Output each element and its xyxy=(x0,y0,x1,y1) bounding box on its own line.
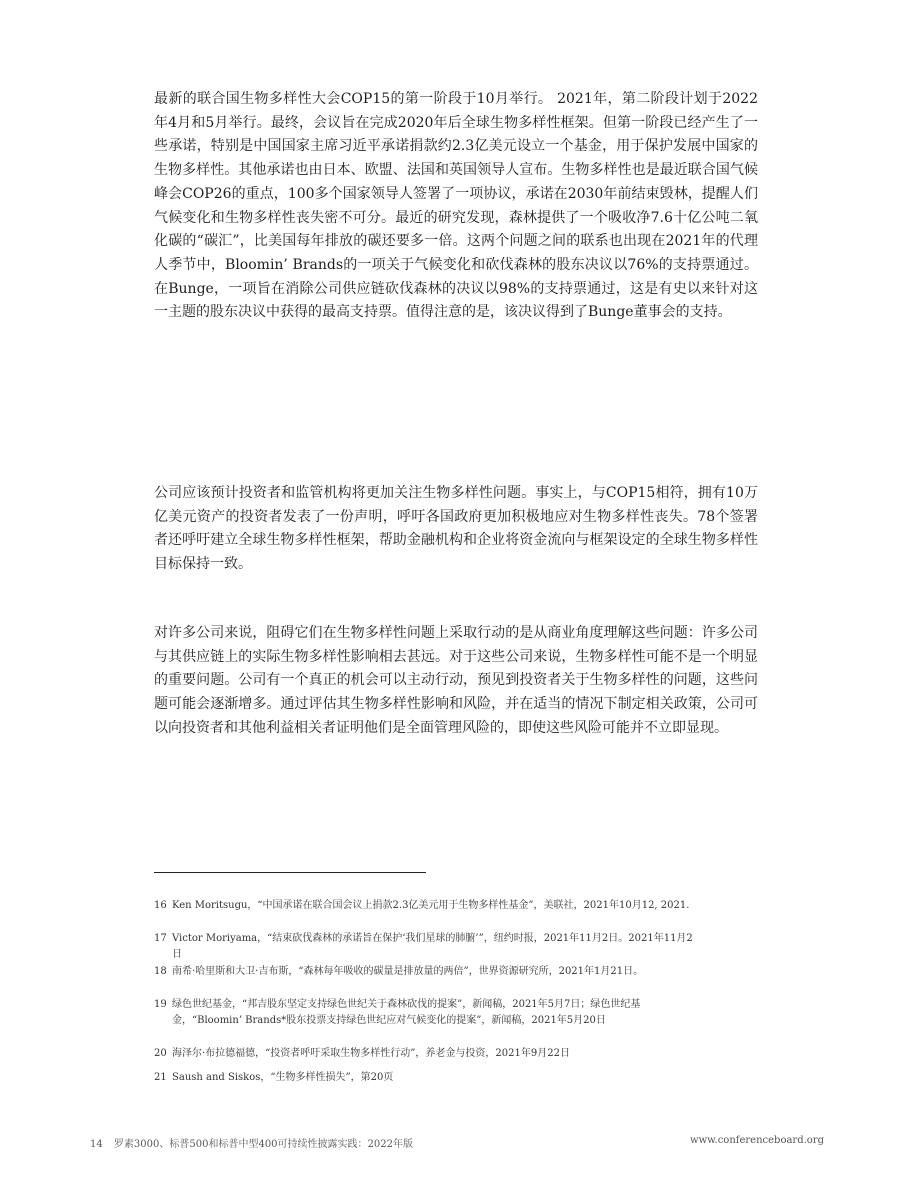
footnote-18 xyxy=(154,964,694,980)
footnote-text: Ken Moritsugu，“中国承诺在联合国会议上捐款2.3亿美元用于生物多样性基金”，美联社，2021年10月12, 2021. xyxy=(172,900,690,911)
body-paragraph-companies: 对许多公司来说，阻碍它们在生物多样性问题上采取行动的是从商业角度理解这些问题：许多公司与其供应链上的实际生物多样性影响相去甚远。对于这些公司来说，生物多样性可能不是一个明显的重要问题。公司有一个真正的机会可以主动行动，预见到投资者关于生物多样性的问题，这些问题可能会逐渐增多。通过评估其生物多样性影响和风险，并在适当的情况下制定相关政策，公司可以向投资者和其他利益相关者证明他们是全面管理风险的，即使这些风险可能并不立即显现。 xyxy=(154,625,758,736)
footnote-divider xyxy=(154,872,426,873)
footnote-number: 18 xyxy=(154,966,167,977)
footnote-17 xyxy=(154,931,694,963)
body-paragraph-investors: 公司应该预计投资者和监管机构将更加关注生物多样性问题。事实上，与COP15相符，拥有10万亿美元资产的投资者发表了一份声明，呼吁各国政府更加积极地应对生物多样性丧失。78个签署者还呼吁建立全球生物多样性框架，帮助金融机构和企业将资金流向与框架设定的全球生物多样性目标保持一致。 xyxy=(154,485,758,573)
page-number: 14 xyxy=(90,1139,103,1150)
footnote-text: 南希·哈里斯和大卫·吉布斯，“森林每年吸收的碳量是排放量的两倍”，世界资源研究所，2021年1月21日。 xyxy=(172,966,644,977)
footnote-20 xyxy=(154,1046,694,1062)
footnote-21 xyxy=(154,1070,694,1086)
website-link[interactable]: www.conferenceboard.org xyxy=(690,1135,824,1146)
footnote-19 xyxy=(154,997,694,1029)
footnote-16 xyxy=(154,898,694,914)
footnote-number: 16 xyxy=(154,900,167,911)
footnote-number: 20 xyxy=(154,1048,167,1059)
footnote-text: 绿色世纪基金，“邦吉股东坚定支持绿色世纪关于森林砍伐的提案”，新闻稿，2021年5月7日；绿色世纪基金，“Bloomin’ Brands*股东投票支持绿色世纪应对气候变化的提案”，新闻稿，2021年5月20日 xyxy=(172,999,641,1026)
publication-title: 罗素3000、标普500和标普中型400可持续性披露实践：2022年版 xyxy=(113,1139,413,1150)
footnote-number: 17 xyxy=(154,933,167,944)
page-footer-left xyxy=(90,1135,413,1150)
footnote-text: 海泽尔·布拉德福德，“投资者呼吁采取生物多样性行动”，养老金与投资，2021年9月22日 xyxy=(172,1048,570,1059)
footnote-text: Saush and Siskos，“生物多样性损失”，第20页 xyxy=(172,1072,394,1083)
footnote-number: 19 xyxy=(154,999,167,1010)
footnote-text: Victor Moriyama，“结束砍伐森林的承诺旨在保护‘我们星球的肺腑’”，纽约时报，2021年11月2日。2021年11月2日 xyxy=(172,933,693,960)
body-paragraph-cop15: 最新的联合国生物多样性大会COP15的第一阶段于10月举行。 2021年，第二阶段计划于2022年4月和5月举行。最终，会议旨在完成2020年后全球生物多样性框架。但第一阶段已经产生了一些承诺，特别是中国国家主席习近平承诺捐款约2.3亿美元设立一个基金，用于保护发展中国家的生物多样性。其他承诺也由日本、欧盟、法国和英国领导人宣布。生物多样性也是最近联合国气候峰会COP26的重点，100多个国家领导人签署了一项协议，承诺在2030年前结束毁林，提醒人们气候变化和生物多样性丧失密不可分。最近的研究发现，森林提供了一个吸收净7.6十亿公吨二氧化碳的“碳汇”，比美国每年排放的碳还要多一倍。这两个问题之间的联系也出现在2021年的代理人季节中，Bloomin’ Brands的一项关于气候变化和砍伐森林的股东决议以76%的支持票通过。在Bunge，一项旨在消除公司供应链砍伐森林的决议以98%的支持票通过，这是有史以来针对这一主题的股东决议中获得的最高支持票。值得注意的是，该决议得到了Bunge董事会的支持。 xyxy=(154,91,758,321)
footnote-number: 21 xyxy=(154,1072,167,1083)
